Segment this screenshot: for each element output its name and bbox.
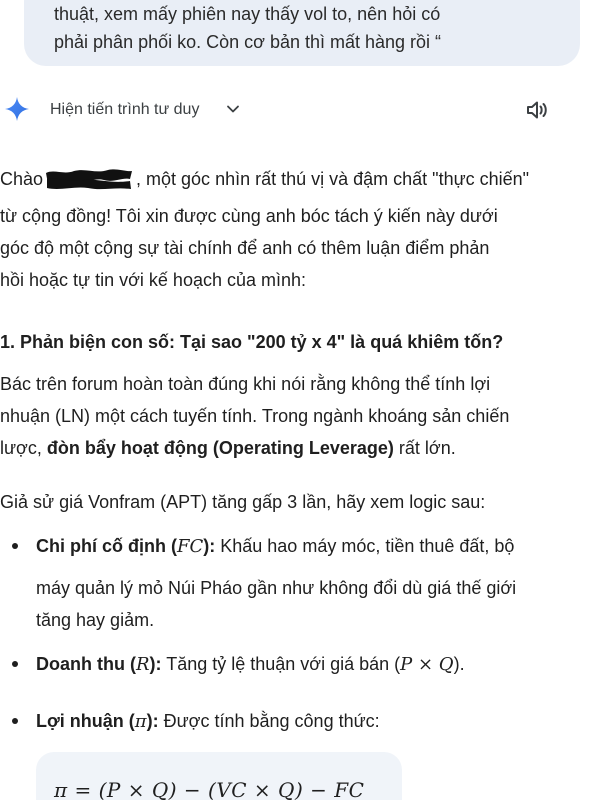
bullet-dot (12, 661, 18, 667)
intro-text: , một góc nhìn rất thú vị và đậm chất "thực chiến" (136, 169, 530, 189)
bullet-line (36, 652, 465, 677)
bullet-title: Lợi nhuận ( (36, 711, 135, 731)
math-symbol: R (135, 654, 150, 675)
intro-line: từ cộng đồng! Tôi xin được cùng anh bóc tách ý kiến này dưới (0, 206, 498, 226)
bullet-text: ). (453, 654, 465, 674)
profit-formula: π = (P × Q) − (VC × Q) − FC (54, 778, 365, 800)
bullet-text: Tăng tỷ lệ thuận với giá bán ( (161, 654, 401, 674)
bullet-dot (12, 543, 18, 549)
bullet-dot (12, 718, 18, 724)
bullet-text: Khấu hao máy móc, tiền thuê đất, bộ (215, 536, 515, 556)
bullet-title: ): (203, 536, 216, 556)
bullet-text: Được tính bằng công thức: (158, 711, 380, 731)
math-symbol: FC (176, 536, 204, 557)
section-heading: 1. Phản biện con số: Tại sao "200 tỷ x 4" là quá khiêm tốn? (0, 332, 504, 352)
bullet-title: Doanh thu ( (36, 654, 136, 674)
paragraph-text: lược, (0, 438, 47, 458)
section-paragraph-line: nhuận (LN) một cách tuyến tính. Trong ngành khoáng sản chiến (0, 406, 510, 426)
bullet-line: tăng hay giảm. (36, 610, 155, 630)
bullet-line: máy quản lý mỏ Núi Pháo gần như không đổi dù giá thế giới (36, 578, 517, 598)
section-paragraph-line (0, 436, 456, 460)
greeting-text: Chào (0, 169, 44, 189)
intro-line (0, 167, 529, 191)
bold-term: đòn bẩy hoạt động (Operating Leverage) (46, 438, 394, 458)
user-message-line: thuật, xem mấy phiên nay thấy vol to, nên hỏi có (54, 4, 441, 24)
paragraph-text: rất lớn. (393, 438, 456, 458)
bullet-title: Chi phí cố định ( (36, 536, 177, 556)
user-message-line: phải phân phối ko. Còn cơ bản thì mất hàng rồi “ (54, 32, 442, 52)
section-paragraph-line: Bác trên forum hoàn toàn đúng khi nói rằng không thể tính lợi (0, 374, 491, 394)
bullet-title: ): (149, 654, 162, 674)
math-formula: P × Q (400, 654, 454, 675)
bullet-line (36, 534, 514, 559)
assumption-line: Giả sử giá Vonfram (APT) tăng gấp 3 lần, hãy xem logic sau: (0, 492, 486, 512)
math-symbol: π (134, 711, 147, 732)
bullet-line (36, 709, 380, 734)
formula-block (36, 752, 402, 800)
intro-line: hồi hoặc tự tin với kế hoạch của mình: (0, 270, 307, 290)
show-thinking-toggle[interactable]: Hiện tiến trình tư duy (50, 101, 200, 118)
redacted-name-mark (44, 167, 134, 191)
bullet-title: ): (146, 711, 159, 731)
intro-line: góc độ một cộng sự tài chính để anh có thêm luận điểm phản (0, 238, 490, 258)
